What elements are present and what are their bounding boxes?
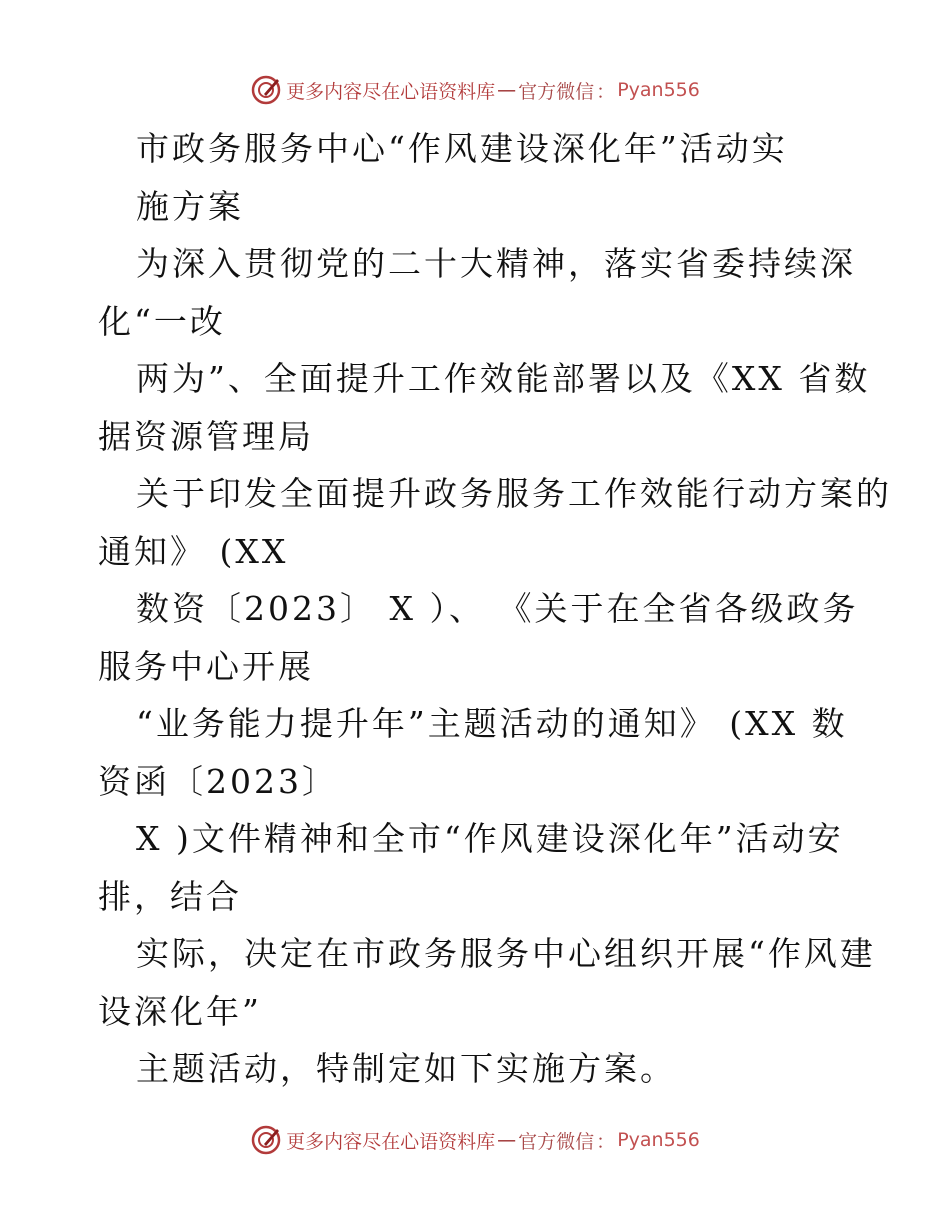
pen-circle-logo-icon [250, 1124, 282, 1156]
watermark-header [0, 70, 950, 110]
paragraph-line: 实际，决定在市政务服务中心组织开展“作风建 [136, 934, 876, 973]
paragraph-line: 资函〔2023〕 [98, 761, 338, 801]
paragraph-line: 主题活动，特制定如下实施方案。 [136, 1049, 676, 1088]
paragraph-line: 数资〔2023〕 X ）、 《关于在全省各级政务 [136, 589, 859, 628]
pen-circle-logo-icon [250, 74, 282, 106]
watermark-wechat-label: 官方微信 [518, 1130, 595, 1153]
paragraph-line: “业务能力提升年”主题活动的通知》 (XX 数 [136, 704, 848, 743]
paragraph-line: 服务中心开展 [98, 646, 314, 686]
paragraph-line: 化“一改 [98, 301, 226, 341]
title-line-1: 市政务服务中心“作风建设深化年”活动实 [136, 129, 788, 168]
paragraph-line: 据资源管理局 [98, 416, 314, 456]
watermark-text: 更多内容尽在心语资料库 [286, 1130, 496, 1153]
watermark-wechat-label: 官方微信 [518, 80, 595, 103]
paragraph-line: 关于印发全面提升政务服务工作效能行动方案的 [136, 474, 892, 513]
paragraph-line: X )文件精神和全市“作风建设深化年”活动安 [136, 819, 844, 858]
paragraph-line: 排，结合 [98, 876, 242, 916]
watermark-dash: — [497, 79, 517, 101]
watermark-text: 更多内容尽在心语资料库 [286, 80, 496, 103]
paragraph-line: 两为”、全面提升工作效能部署以及《XX 省数 [136, 359, 871, 398]
watermark-footer [0, 1120, 950, 1160]
watermark-colon: ： [596, 1130, 616, 1153]
paragraph-line: 为深入贯彻党的二十大精神，落实省委持续深 [136, 244, 856, 283]
paragraph-line: 设深化年” [98, 991, 262, 1031]
watermark-colon: ： [596, 80, 616, 103]
document-body [98, 120, 892, 1098]
watermark-account: Pyan556 [617, 1129, 700, 1151]
title-line-2: 施方案 [136, 186, 244, 226]
watermark-account: Pyan556 [617, 79, 700, 101]
watermark-dash: — [497, 1129, 517, 1151]
paragraph-line: 通知》 (XX [98, 531, 289, 571]
